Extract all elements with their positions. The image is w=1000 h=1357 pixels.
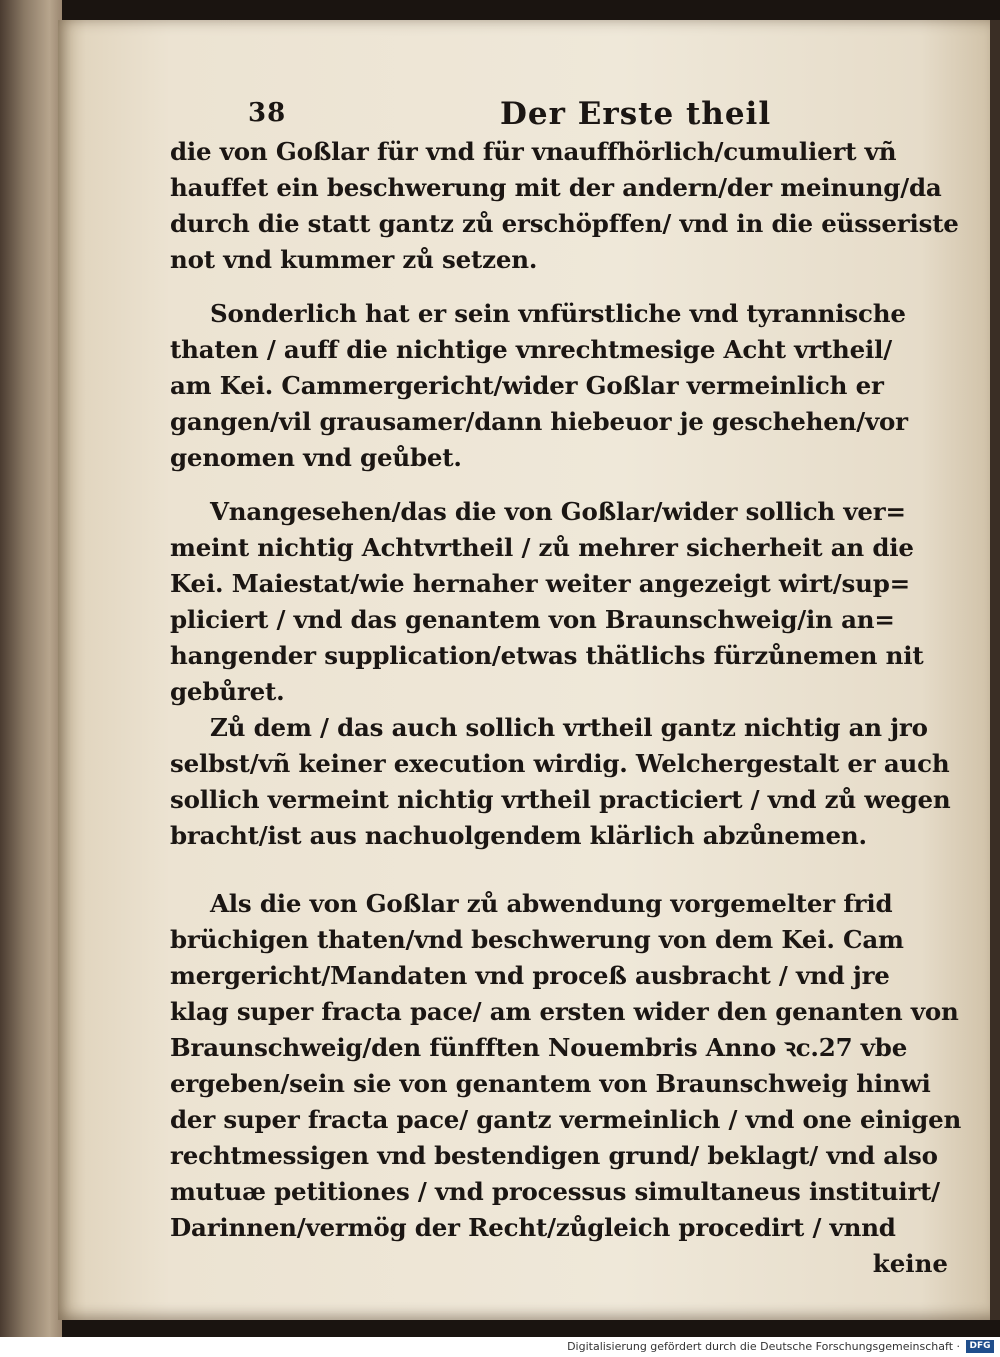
paragraph-1	[170, 134, 960, 278]
text-line: am Kei. Cammergericht/wider Goßlar vermeinlich er	[170, 371, 884, 400]
paragraph-4	[170, 710, 960, 854]
page-text-block	[170, 90, 960, 1282]
text-line: Zů dem / das auch sollich vrtheil gantz nichtig an jro	[210, 713, 928, 742]
text-line: selbst/vñ keiner execution wirdig. Welchergestalt er auch	[170, 749, 950, 778]
text-line: meint nichtig Achtvrtheil / zů mehrer sicherheit an die	[170, 533, 914, 562]
text-line: mutuæ petitiones / vnd processus simultaneus instituirt/	[170, 1177, 940, 1206]
digitization-footer	[0, 1337, 1000, 1357]
text-line: Kei. Maiestat/wie hernaher weiter angezeigt wirt/sup=	[170, 569, 910, 598]
text-line: not vnd kummer zů setzen.	[170, 245, 538, 274]
paragraph-5	[170, 886, 960, 1246]
text-line: sollich vermeint nichtig vrtheil practiciert / vnd zů wegen	[170, 785, 951, 814]
text-line: hangender supplication/etwas thätlichs fürzůnemen nit	[170, 641, 924, 670]
text-line: genomen vnd geůbet.	[170, 443, 462, 472]
page-header	[170, 90, 960, 134]
funding-credit: Digitalisierung gefördert durch die Deutsche Forschungsgemeinschaft ·	[567, 1340, 960, 1353]
text-line: thaten / auff die nichtige vnrechtmesige Acht vrtheil/	[170, 335, 892, 364]
page-number: 38	[248, 98, 287, 128]
text-line: hauffet ein beschwerung mit der andern/der meinung/da	[170, 173, 942, 202]
text-line: ergeben/sein sie von genantem von Braunschweig hinwi	[170, 1069, 931, 1098]
text-line: mergericht/Mandaten vnd proceß ausbracht / vnd jre	[170, 961, 890, 990]
text-line: Braunschweig/den fünfften Nouembris Anno ꝛc.27 vbe	[170, 1033, 908, 1062]
text-line: der super fracta pace/ gantz vermeinlich / vnd one einigen	[170, 1105, 962, 1134]
text-line: pliciert / vnd das genantem von Braunschweig/in an=	[170, 605, 895, 634]
text-line: gebůret.	[170, 677, 285, 706]
text-line: durch die statt gantz zů erschöpffen/ vnd in die eüsseriste	[170, 209, 959, 238]
text-line: Darinnen/vermög der Recht/zůgleich procedirt / vnnd	[170, 1213, 896, 1242]
running-head: Der Erste theil	[500, 96, 772, 132]
text-line: rechtmessigen vnd bestendigen grund/ beklagt/ vnd also	[170, 1141, 938, 1170]
facing-page-edge	[0, 0, 62, 1337]
text-line: Als die von Goßlar zů abwendung vorgemelter frid	[210, 889, 893, 918]
text-line: die von Goßlar für vnd für vnauffhörlich/cumuliert vñ	[170, 137, 897, 166]
text-line: brüchigen thaten/vnd beschwerung von dem Kei. Cam	[170, 925, 904, 954]
paragraph-3	[170, 494, 960, 710]
paragraph-2	[170, 296, 960, 476]
text-line: klag super fracta pace/ am ersten wider den genanten von	[170, 997, 959, 1026]
text-line: bracht/ist aus nachuolgendem klärlich abzůnemen.	[170, 821, 867, 850]
book-edge-shadow	[990, 20, 1000, 1320]
text-line: Sonderlich hat er sein vnfürstliche vnd tyrannische	[210, 299, 906, 328]
text-line: gangen/vil grausamer/dann hiebeuor je geschehen/vor	[170, 407, 908, 436]
text-line: Vnangesehen/das die von Goßlar/wider sollich ver=	[210, 497, 906, 526]
catchword: keine	[872, 1249, 948, 1278]
dfg-logo: DFG	[966, 1340, 994, 1353]
